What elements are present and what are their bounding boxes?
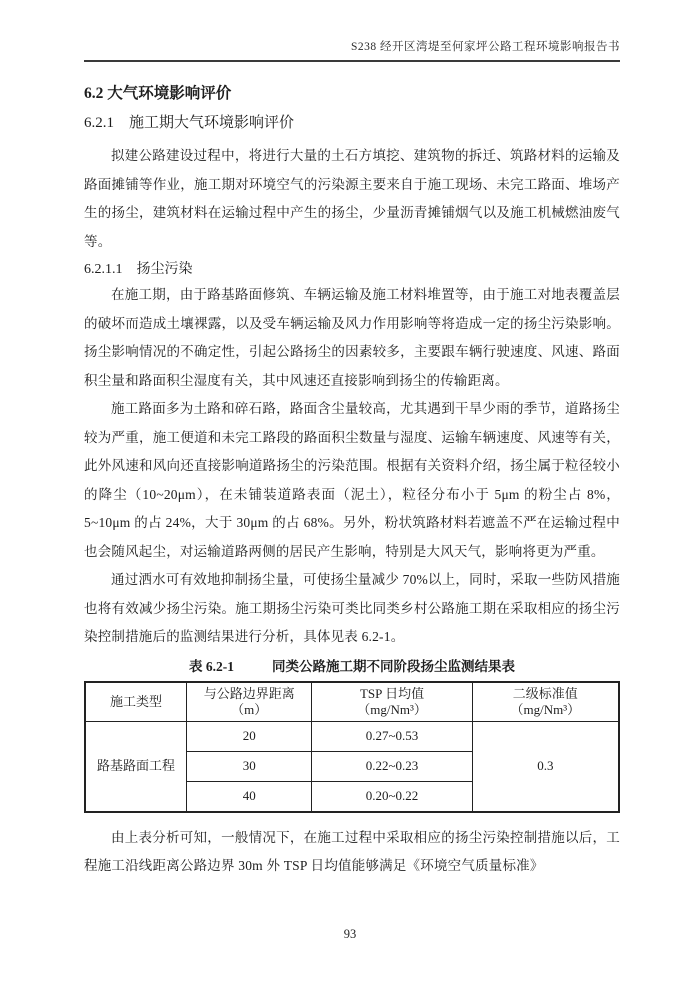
table-caption-label: 表 6.2-1	[189, 658, 234, 674]
section-heading-6-2-1-1: 6.2.1.1 扬尘污染	[84, 262, 193, 277]
paragraph-dust-factors: 在施工期，由于路基路面修筑、车辆运输及施工材料堆置等，由于施工对地表覆盖层的破坏而造成土壤裸露，以及受车辆运输及风力作用影响等将造成一定的扬尘污染影响。扬尘影响情况的不确定性，引起公路扬尘的因素较多，主要跟车辆行驶速度、风速、路面积尘量和路面积尘湿度有关，其中风速还直接影响到扬尘的传输距离。	[84, 287, 620, 388]
paragraph-road-surface-dust: 施工路面多为土路和碎石路，路面含尘量较高，尤其遇到干旱少雨的季节，道路扬尘较为严重，施工便道和未完工路段的路面积尘数量与湿度、运输车辆速度、风速等有关，此外风速和风向还直接影响道路扬尘的污染范围。根据有关资料介绍，扬尘属于粒径较小的降尘（10~20μm），在未铺装道路表面（泥土），粒径分布小于 5μm 的粉尘占 8%，5~10μm 的占 24%，大于 30μm 的占 68%。另外，粉状筑路材料若遮盖不严在运输过程中也会随风起尘，对运输道路两侧的居民产生影响，特别是大风天气，影响将更为严重。	[84, 401, 620, 559]
table-caption	[84, 657, 620, 676]
cell-distance-20: 20	[186, 721, 311, 751]
section-heading-6-2-1: 6.2.1 施工期大气环境影响评价	[84, 115, 295, 131]
cell-tsp-30: 0.22~0.23	[312, 751, 472, 781]
table-row	[85, 721, 619, 751]
section-heading-6-2: 6.2 大气环境影响评价	[84, 85, 232, 102]
header-divider	[84, 60, 620, 62]
header-class2-standard: 二级标准值 （mg/Nm³）	[472, 682, 619, 722]
cell-distance-30: 30	[186, 751, 311, 781]
cell-construction-type: 路基路面工程	[85, 721, 186, 812]
dust-monitoring-table	[84, 681, 620, 813]
page-footer	[0, 927, 700, 942]
paragraph-conclusion: 由上表分析可知，一般情况下，在施工过程中采取相应的扬尘污染控制措施以后，工程施工沿线距离公路边界 30m 外 TSP 日均值能够满足《环境空气质量标准》	[84, 829, 620, 873]
report-title: S238 经开区湾堤至何家坪公路工程环境影响报告书	[350, 41, 620, 53]
paragraph-water-spraying: 通过洒水可有效地抑制扬尘量，可使扬尘量减少 70%以上，同时，采取一些防风措施也将有效减少扬尘污染。施工期扬尘污染可类比同类乡村公路施工期在采取相应的扬尘污染控制措施后的监测结果进行分析，具体见表 6.2-1。	[84, 572, 620, 644]
table-caption-title: 同类公路施工期不同阶段扬尘监测结果表	[272, 658, 515, 674]
page-number: 93	[343, 927, 357, 941]
paragraph-construction-sources: 拟建公路建设过程中，将进行大量的土石方填挖、建筑物的拆迁、筑路材料的运输及路面摊铺等作业，施工期对环境空气的污染源主要来自于施工现场、未完工路面、堆场产生的扬尘，建筑材料在运输过程中产生的扬尘，少量沥青摊铺烟气以及施工机械燃油废气等。	[84, 148, 620, 249]
cell-distance-40: 40	[186, 781, 311, 812]
header-distance: 与公路边界距离 （m）	[186, 682, 311, 722]
cell-standard-value: 0.3	[472, 721, 619, 812]
header-tsp-daily-mean: TSP 日均值 （mg/Nm³）	[312, 682, 472, 722]
cell-tsp-20: 0.27~0.53	[312, 721, 472, 751]
table-header-row	[85, 682, 619, 722]
cell-tsp-40: 0.20~0.22	[312, 781, 472, 812]
page-header	[84, 40, 620, 62]
header-construction-type: 施工类型	[85, 682, 186, 722]
